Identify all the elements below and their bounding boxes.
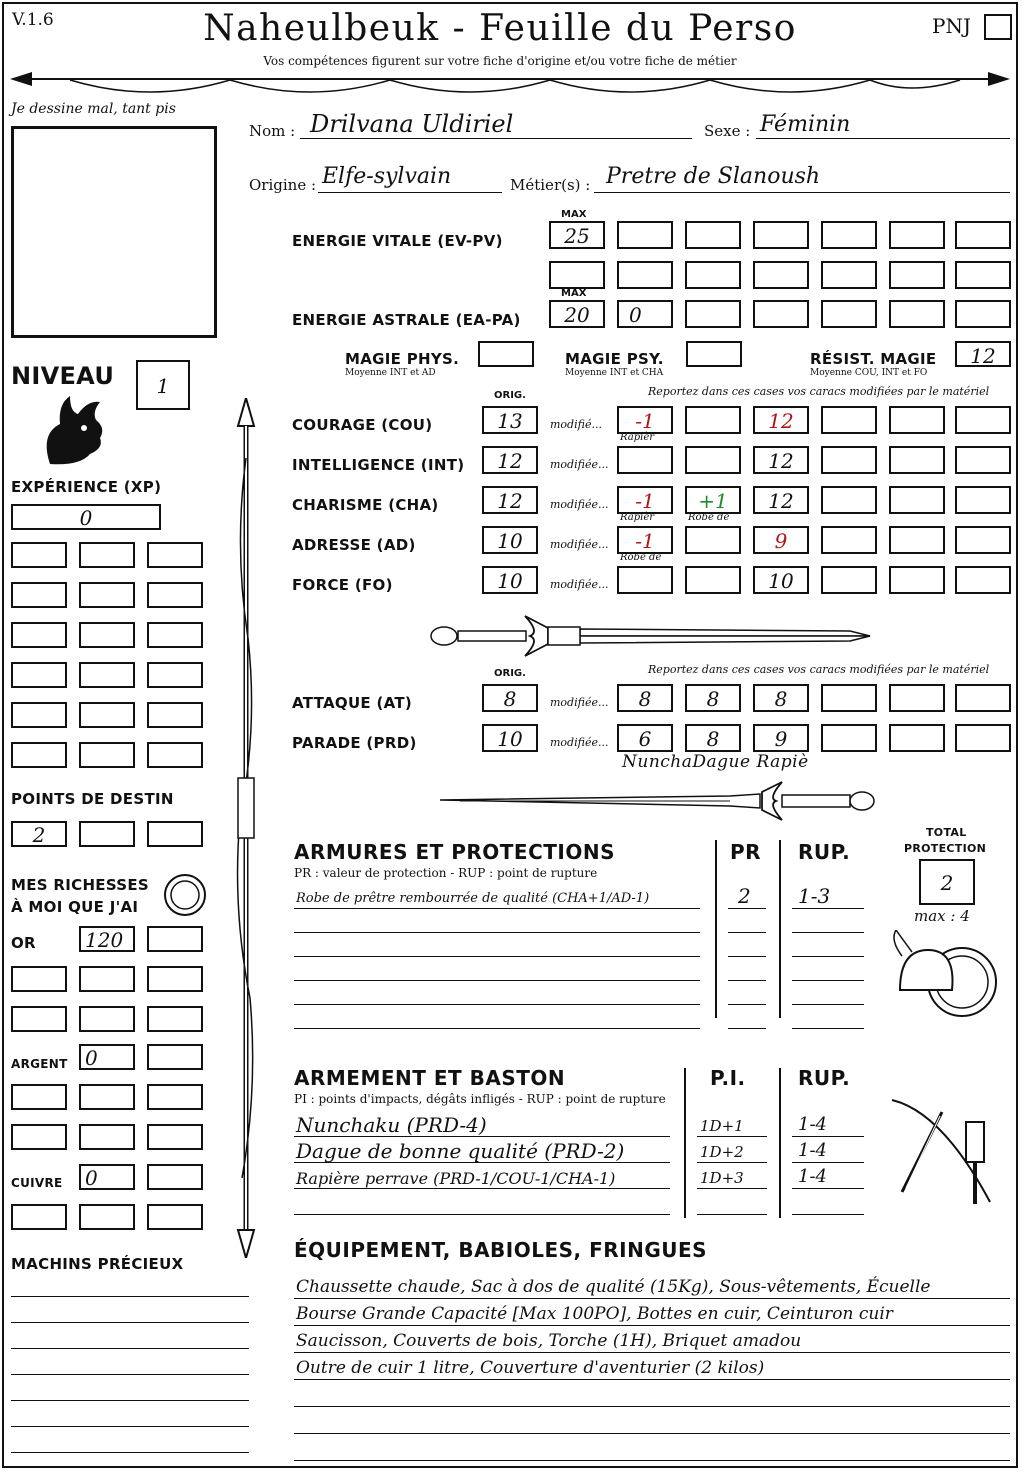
pnj-checkbox[interactable] [984, 14, 1012, 40]
armures-rup-label: RUP. [798, 840, 851, 864]
destin-box[interactable] [79, 821, 135, 847]
carac-mod-box[interactable] [821, 446, 877, 474]
carac-orig-value: 13 [497, 409, 523, 433]
money-box[interactable] [147, 1124, 203, 1150]
carac-orig-box[interactable] [482, 486, 538, 514]
sword-icon-2 [430, 778, 880, 824]
equipement-line [294, 1406, 1010, 1407]
money-box[interactable] [147, 1006, 203, 1032]
armure-line [294, 1004, 700, 1005]
xp-grid-box[interactable] [11, 622, 67, 648]
arme-rup[interactable]: 1-4 [798, 1114, 827, 1135]
machins-line [11, 1322, 249, 1323]
combat-notes: NunchaDague Rapiè [622, 752, 809, 772]
carac-mod-box[interactable] [753, 406, 809, 434]
equipement-line [294, 1352, 1010, 1353]
magie-phys-label: MAGIE PHYS. [345, 350, 460, 368]
helmet-shield-icon [890, 930, 1000, 1030]
xp-grid-box[interactable] [79, 542, 135, 568]
magie-psy-box[interactable] [686, 341, 742, 367]
carac-orig-box[interactable] [482, 446, 538, 474]
richesses-label-1: MES RICHESSES [11, 876, 150, 894]
cuivre-label: CUIVRE [11, 1176, 63, 1190]
modifie-label: modifiée... [550, 538, 609, 551]
carac-mod-box[interactable] [821, 526, 877, 554]
metier-label: Métier(s) : [510, 176, 591, 194]
carac-mod-box[interactable] [685, 486, 741, 514]
carac-mod-value: 10 [768, 569, 794, 593]
carac-mod-value: +1 [698, 489, 728, 513]
carac-mod-value: -1 [635, 489, 655, 513]
carac-orig-value: 12 [497, 489, 523, 513]
carac-mod-box[interactable] [889, 446, 945, 474]
combat-label: ATTAQUE (AT) [292, 694, 413, 712]
armure-line [294, 1028, 700, 1029]
carac-mod-box[interactable] [617, 406, 673, 434]
page-title: Naheulbeuk - Feuille du Perso [203, 8, 797, 49]
combat-mod-value: 8 [706, 727, 720, 751]
combat-mod-value: 6 [638, 727, 652, 751]
ev-max-box[interactable]: 25 [549, 221, 605, 249]
metier-line [594, 192, 1010, 193]
total-protection-label-2: PROTECTION [904, 842, 987, 855]
arme-rup[interactable]: 1-4 [798, 1140, 827, 1161]
xp-grid-box[interactable] [11, 742, 67, 768]
ev-box[interactable] [753, 221, 809, 249]
combat-orig-box[interactable] [482, 724, 538, 752]
combat-mod-box[interactable] [685, 684, 741, 712]
magie-phys-box[interactable] [478, 341, 534, 367]
weapons-icon [882, 1092, 1002, 1212]
combat-label: PARADE (PRD) [292, 734, 417, 752]
armement-rup-label: RUP. [798, 1066, 851, 1090]
armure-rup-line [792, 980, 864, 981]
coin-icon [162, 872, 208, 918]
machins-line [11, 1374, 249, 1375]
pnj-label: PNJ [932, 14, 971, 38]
sexe-label: Sexe : [704, 122, 751, 140]
money-box[interactable] [11, 1006, 67, 1032]
combat-mod-box[interactable] [955, 684, 1011, 712]
equipement-line [294, 1433, 1010, 1434]
machins-line [11, 1348, 249, 1349]
combat-mod-box[interactable] [753, 724, 809, 752]
armement-divider [779, 1068, 781, 1218]
combat-orig-box[interactable] [482, 684, 538, 712]
machins-line [11, 1400, 249, 1401]
origine-line [318, 192, 502, 193]
total-protection-max: max : 4 [914, 907, 970, 925]
armures-title: ARMURES ET PROTECTIONS [294, 840, 615, 864]
carac-orig-box[interactable] [482, 406, 538, 434]
xp-grid-box[interactable] [11, 582, 67, 608]
arme-rup-line [792, 1188, 864, 1189]
report-note: Reportez dans ces cases vos caracs modifiées par le matériel [648, 385, 990, 398]
carac-label: CHARISME (CHA) [292, 496, 439, 514]
money-box[interactable] [11, 1204, 67, 1230]
ev-box[interactable] [685, 221, 741, 249]
carac-mod-box[interactable] [617, 446, 673, 474]
carac-mod-box[interactable] [617, 526, 673, 554]
carac-mod-box[interactable] [617, 566, 673, 594]
armures-divider [779, 840, 781, 1018]
carac-mod-value: -1 [635, 409, 655, 433]
xp-grid-box[interactable] [11, 702, 67, 728]
carac-orig-value: 10 [497, 529, 523, 553]
richesses-label-2: À MOI QUE J'AI [11, 898, 139, 916]
destin-label: POINTS DE DESTIN [11, 790, 174, 808]
carac-mod-box[interactable] [955, 446, 1011, 474]
combat-mod-box[interactable] [753, 684, 809, 712]
modifie-label: modifiée... [550, 578, 609, 591]
xp-grid-box[interactable] [147, 662, 203, 688]
armure-pr-line [728, 956, 766, 957]
xp-grid-box[interactable] [79, 582, 135, 608]
sword-icon [430, 612, 880, 658]
combat-mod-value: 8 [638, 687, 652, 711]
magie-psy-label: MAGIE PSY. [565, 350, 664, 368]
armement-divider [684, 1068, 686, 1218]
ea-max-box[interactable]: 20 [549, 300, 605, 328]
ea-max-label: MAX [561, 288, 587, 299]
machins-line [11, 1296, 249, 1297]
xp-label: EXPÉRIENCE (XP) [11, 478, 162, 496]
carac-mod-box[interactable] [955, 406, 1011, 434]
money-value: 120 [85, 928, 124, 952]
destin-box[interactable]: 2 [11, 821, 67, 847]
combat-mod-box[interactable] [821, 724, 877, 752]
money-box[interactable] [147, 966, 203, 992]
equipement-line [294, 1379, 1010, 1380]
xp-grid-box[interactable] [147, 702, 203, 728]
portrait-caption: Je dessine mal, tant pis [11, 101, 176, 117]
nom-field[interactable]: Drilvana Uldiriel [310, 110, 514, 138]
carac-mod-box[interactable] [889, 406, 945, 434]
carac-mod-box[interactable] [889, 526, 945, 554]
ev-box[interactable] [889, 221, 945, 249]
money-value: 0 [85, 1166, 98, 1190]
page-subtitle: Vos compétences figurent sur votre fiche d'origine et/ou votre fiche de métier [263, 54, 737, 68]
armure-line [294, 908, 700, 909]
combat-mod-value: 9 [774, 727, 788, 751]
carac-mod-box[interactable] [753, 566, 809, 594]
combat-orig-value: 10 [497, 727, 523, 751]
arme-name[interactable]: Dague de bonne qualité (PRD-2) [296, 1139, 625, 1163]
armure-rup-line [792, 956, 864, 957]
carac-label: ADRESSE (AD) [292, 536, 416, 554]
arme-pi-line [697, 1136, 767, 1137]
xp-grid-box[interactable] [79, 622, 135, 648]
portrait-box[interactable] [11, 126, 217, 338]
money-box[interactable] [79, 1084, 135, 1110]
equipement-line [294, 1460, 1010, 1461]
modifie-label: modifiée... [550, 458, 609, 471]
carac-mod-box[interactable] [685, 446, 741, 474]
arme-rup-line [792, 1214, 864, 1215]
xp-grid-box[interactable] [147, 542, 203, 568]
report-note-combat: Reportez dans ces cases vos caracs modifiées par le matériel [648, 663, 990, 676]
carac-mod-box[interactable] [685, 406, 741, 434]
carac-mod-box[interactable] [685, 526, 741, 554]
armure-rup-line [792, 1028, 864, 1029]
carac-mod-box[interactable] [753, 486, 809, 514]
carac-mod-value: -1 [635, 529, 655, 553]
xp-grid-box[interactable] [79, 742, 135, 768]
niveau-box[interactable]: 1 [136, 360, 190, 410]
ev-box[interactable] [821, 261, 877, 289]
arme-pi[interactable]: 1D+1 [700, 1117, 744, 1135]
spear-vertical-icon [228, 398, 264, 1258]
carac-mod-box[interactable] [821, 566, 877, 594]
ev-max-label: MAX [561, 209, 587, 220]
ea-current-box[interactable]: 0 [617, 300, 673, 328]
money-box[interactable] [79, 1044, 135, 1070]
equipement-line [294, 1298, 1010, 1299]
magie-phys-note: Moyenne INT et AD [345, 368, 436, 378]
xp-grid-box[interactable] [11, 542, 67, 568]
ev-box[interactable] [955, 261, 1011, 289]
modifie-label: modifiée... [550, 696, 609, 709]
money-box[interactable] [79, 1124, 135, 1150]
money-box[interactable] [147, 1164, 203, 1190]
combat-mod-box[interactable] [889, 684, 945, 712]
armure-pr-line [728, 908, 766, 909]
carac-mod-box[interactable] [955, 486, 1011, 514]
money-box[interactable] [11, 966, 67, 992]
armures-note: PR : valeur de protection - RUP : point de rupture [294, 866, 598, 880]
arme-pi-line [697, 1214, 767, 1215]
resist-magie-box[interactable]: 12 [955, 341, 1011, 367]
money-box[interactable] [79, 1204, 135, 1230]
arme-rup[interactable]: 1-4 [798, 1166, 827, 1187]
equipement-line [294, 1325, 1010, 1326]
arme-name[interactable]: Nunchaku (PRD-4) [296, 1113, 487, 1137]
total-protection-label-1: TOTAL [926, 826, 967, 839]
armure-rup[interactable]: 1-3 [798, 884, 831, 908]
carac-mod-box[interactable] [753, 526, 809, 554]
armure-pr-line [728, 980, 766, 981]
combat-mod-box[interactable] [685, 724, 741, 752]
armures-divider [715, 840, 717, 1018]
sexe-line [756, 138, 1010, 139]
money-box[interactable] [11, 1084, 67, 1110]
carac-mod-box[interactable] [821, 406, 877, 434]
money-box[interactable] [147, 1204, 203, 1230]
equipement-entry[interactable]: Chaussette chaude, Sac à dos de qualité (15Kg), Sous-vêtements, Écuelle [296, 1277, 931, 1297]
carac-orig-box[interactable] [482, 526, 538, 554]
carac-mod-note: Robe de [688, 512, 730, 523]
resist-magie-label: RÉSIST. MAGIE [810, 350, 937, 368]
armure-pr-line [728, 932, 766, 933]
arme-line [294, 1214, 670, 1215]
nom-line [300, 138, 692, 139]
xp-grid-box[interactable] [11, 662, 67, 688]
combat-mod-box[interactable] [617, 684, 673, 712]
arme-pi[interactable]: 1D+3 [700, 1169, 744, 1187]
carac-mod-box[interactable] [753, 446, 809, 474]
combat-mod-box[interactable] [889, 724, 945, 752]
equipement-entry[interactable]: Saucisson, Couverts de bois, Torche (1H), Briquet amadou [296, 1331, 802, 1351]
ev-box[interactable] [821, 221, 877, 249]
ea-box[interactable] [753, 300, 809, 328]
armure-pr[interactable]: 2 [738, 884, 751, 908]
ev-label: ENERGIE VITALE (EV-PV) [292, 232, 503, 250]
sexe-field[interactable]: Féminin [760, 112, 851, 137]
ev-box[interactable] [889, 261, 945, 289]
armement-pi-label: P.I. [710, 1066, 746, 1090]
armure-rup-line [792, 1004, 864, 1005]
carac-mod-box[interactable] [821, 486, 877, 514]
spear-divider-icon [10, 66, 1010, 106]
ev-box[interactable] [617, 221, 673, 249]
armement-title: ARMEMENT ET BASTON [294, 1066, 566, 1090]
ev-box[interactable] [955, 221, 1011, 249]
ea-box[interactable] [889, 300, 945, 328]
xp-grid-box[interactable] [147, 622, 203, 648]
carac-orig-value: 12 [497, 449, 523, 473]
armure-pr-line [728, 1028, 766, 1029]
xp-grid-box[interactable] [147, 582, 203, 608]
money-box[interactable] [147, 1044, 203, 1070]
combat-mod-box[interactable] [617, 724, 673, 752]
nom-label: Nom : [249, 122, 296, 140]
carac-mod-box[interactable] [617, 486, 673, 514]
combat-mod-box[interactable] [955, 724, 1011, 752]
carac-mod-value: 12 [768, 409, 794, 433]
argent-label: ARGENT [11, 1057, 68, 1071]
dragon-icon [40, 394, 106, 466]
modifie-label: modifiée... [550, 498, 609, 511]
combat-orig-value: 8 [503, 687, 517, 711]
ev-box[interactable] [685, 261, 741, 289]
machins-line [11, 1452, 249, 1453]
money-box[interactable] [147, 926, 203, 952]
ev-box[interactable] [753, 261, 809, 289]
resist-magie-note: Moyenne COU, INT et FO [810, 368, 928, 378]
orig-label-combat: ORIG. [494, 668, 526, 679]
armures-pr-label: PR [730, 840, 762, 864]
origine-label: Origine : [249, 176, 317, 194]
equipement-entry[interactable]: Bourse Grande Capacité [Max 100PO], Bottes en cuir, Ceinturon cuir [296, 1304, 893, 1324]
xp-grid-box[interactable] [147, 742, 203, 768]
machins-label: MACHINS PRÉCIEUX [11, 1255, 184, 1273]
carac-mod-box[interactable] [955, 566, 1011, 594]
carac-mod-value: 12 [768, 449, 794, 473]
ev-box[interactable] [549, 261, 605, 289]
combat-mod-value: 8 [706, 687, 720, 711]
armure-rup-line [792, 932, 864, 933]
arme-rup-line [792, 1162, 864, 1163]
carac-label: COURAGE (COU) [292, 416, 433, 434]
magie-psy-note: Moyenne INT et CHA [565, 368, 664, 378]
destin-box[interactable] [147, 821, 203, 847]
ea-box[interactable] [685, 300, 741, 328]
carac-label: FORCE (FO) [292, 576, 393, 594]
money-box[interactable] [79, 966, 135, 992]
total-protection-box[interactable]: 2 [919, 859, 975, 905]
carac-mod-box[interactable] [955, 526, 1011, 554]
armure-line [294, 980, 700, 981]
xp-box[interactable]: 0 [11, 504, 161, 530]
carac-label: INTELLIGENCE (INT) [292, 456, 465, 474]
arme-rup-line [792, 1136, 864, 1137]
equipement-entry[interactable]: Outre de cuir 1 litre, Couverture d'aventurier (2 kilos) [296, 1358, 765, 1378]
ea-box[interactable] [955, 300, 1011, 328]
arme-pi-line [697, 1162, 767, 1163]
carac-mod-box[interactable] [685, 566, 741, 594]
arme-pi-line [697, 1188, 767, 1189]
money-box[interactable] [79, 926, 135, 952]
carac-mod-note: Robe de [620, 552, 662, 563]
armure-rup-line [792, 908, 864, 909]
money-box[interactable] [11, 1124, 67, 1150]
ev-box[interactable] [617, 261, 673, 289]
or-label: OR [11, 934, 36, 952]
armure-name[interactable]: Robe de prêtre rembourrée de qualité (CHA+1/AD-1) [296, 891, 650, 906]
equipement-title: ÉQUIPEMENT, BABIOLES, FRINGUES [294, 1238, 708, 1262]
armure-pr-line [728, 1004, 766, 1005]
carac-mod-box[interactable] [889, 566, 945, 594]
armement-note: PI : points d'impacts, dégâts infligés - RUP : point de rupture [294, 1092, 666, 1106]
orig-label: ORIG. [494, 390, 526, 401]
arme-name[interactable]: Rapière perrave (PRD-1/COU-1/CHA-1) [296, 1169, 616, 1188]
xp-grid-box[interactable] [79, 662, 135, 688]
money-box[interactable] [79, 1164, 135, 1190]
ea-box[interactable] [821, 300, 877, 328]
money-box[interactable] [79, 1006, 135, 1032]
metier-field[interactable]: Pretre de Slanoush [606, 164, 821, 189]
combat-mod-box[interactable] [821, 684, 877, 712]
carac-mod-note: Rapièr [620, 432, 655, 443]
combat-mod-value: 8 [774, 687, 788, 711]
carac-mod-box[interactable] [889, 486, 945, 514]
money-box[interactable] [147, 1084, 203, 1110]
money-value: 0 [85, 1046, 98, 1070]
xp-grid-box[interactable] [79, 702, 135, 728]
origine-field[interactable]: Elfe-sylvain [322, 164, 452, 189]
niveau-label: NIVEAU [11, 362, 115, 390]
carac-mod-note: Rapièr [620, 512, 655, 523]
armure-line [294, 956, 700, 957]
ea-label: ENERGIE ASTRALE (EA-PA) [292, 311, 521, 329]
carac-orig-value: 10 [497, 569, 523, 593]
carac-mod-value: 12 [768, 489, 794, 513]
arme-pi[interactable]: 1D+2 [700, 1143, 744, 1161]
machins-line [11, 1426, 249, 1427]
modifie-label: modifiée... [550, 736, 609, 749]
carac-mod-value: 9 [774, 529, 788, 553]
modifie-label: modifié... [550, 418, 602, 431]
armure-line [294, 932, 700, 933]
version-label: V.1.6 [12, 10, 54, 30]
arme-line [294, 1188, 670, 1189]
carac-orig-box[interactable] [482, 566, 538, 594]
